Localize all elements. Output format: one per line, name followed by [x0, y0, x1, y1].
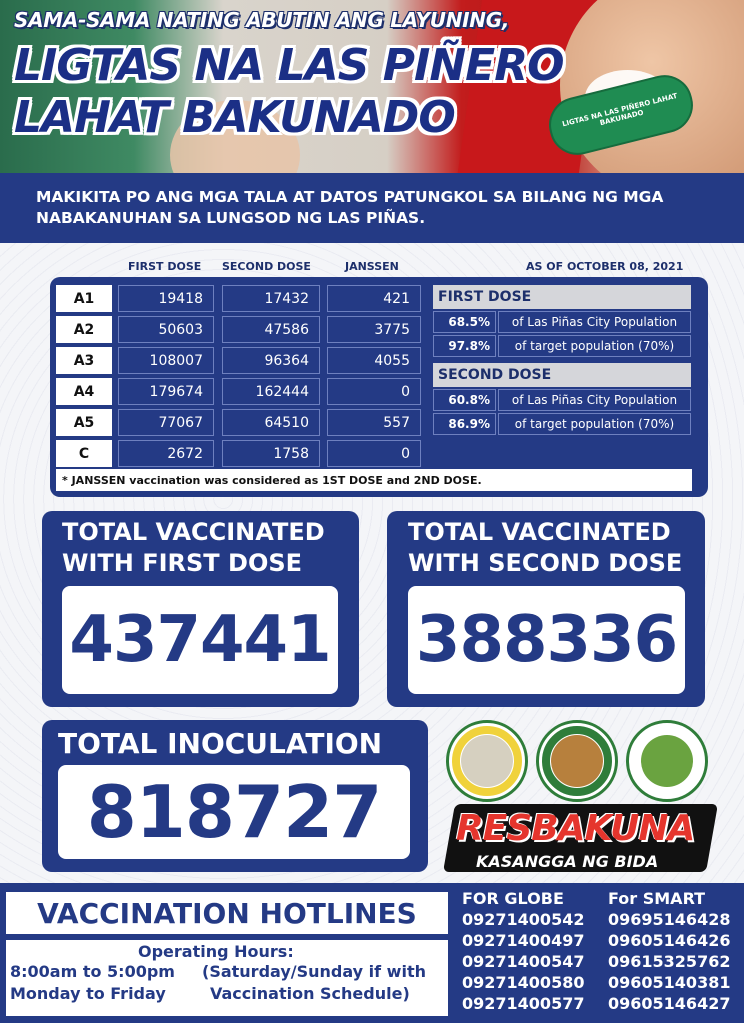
total-second-title-1: TOTAL VACCINATED — [408, 518, 671, 546]
janssen-note: * JANSSEN vaccination was considered as 1ST DOSE and 2ND DOSE. — [56, 469, 692, 491]
first-dose-city-label: of Las Piñas City Population — [498, 311, 691, 333]
second-dose-cell: 64510 — [222, 409, 320, 436]
row-label: A3 — [56, 347, 112, 374]
resbakuna-tagline: KASANGGA NG BIDA — [476, 852, 659, 871]
first-dose-cell: 19418 — [118, 285, 214, 312]
row-label: A2 — [56, 316, 112, 343]
smart-phone[interactable]: 09605146426 — [608, 931, 731, 950]
row-label: A4 — [56, 378, 112, 405]
second-dose-city-label: of Las Piñas City Population — [498, 389, 691, 411]
intro-bar — [0, 173, 744, 243]
globe-phone[interactable]: 09271400580 — [462, 973, 585, 992]
janssen-cell: 3775 — [327, 316, 421, 343]
hours-note-2: Vaccination Schedule) — [210, 984, 410, 1003]
hotlines-title: VACCINATION HOTLINES — [6, 892, 448, 934]
smart-phone[interactable]: 09695146428 — [608, 910, 731, 929]
las-pinas-city-seal-icon — [536, 720, 618, 802]
bandaid-text: LIGTAS NA LAS PIÑERO LAHAT BAKUNADO — [561, 92, 679, 129]
second-dose-cell: 47586 — [222, 316, 320, 343]
second-dose-city-pct: 60.8% — [433, 389, 496, 411]
total-inoculation-value: 818727 — [58, 765, 410, 859]
smart-label: For SMART — [608, 889, 706, 908]
globe-label: FOR GLOBE — [462, 889, 564, 908]
first-dose-target-label: of target population (70%) — [498, 335, 691, 357]
hours-time: 8:00am to 5:00pm — [10, 962, 175, 981]
hours-note-1: (Saturday/Sunday if with — [202, 962, 426, 981]
hero-headline-1: LIGTAS NA LAS PIÑERO — [14, 40, 564, 91]
first-dose-cell: 179674 — [118, 378, 214, 405]
first-dose-cell: 77067 — [118, 409, 214, 436]
hero-banner — [0, 0, 744, 173]
first-dose-cell: 2672 — [118, 440, 214, 467]
hero-tagline: SAMA-SAMA NATING ABUTIN ANG LAYUNING, — [14, 8, 510, 32]
smart-phone[interactable]: 09605146427 — [608, 994, 731, 1013]
row-label: A5 — [56, 409, 112, 436]
first-dose-city-pct: 68.5% — [433, 311, 496, 333]
second-dose-cell: 96364 — [222, 347, 320, 374]
second-dose-coverage-title: SECOND DOSE — [433, 363, 691, 387]
doh-seal-icon — [446, 720, 528, 802]
col-header-first: FIRST DOSE — [128, 260, 202, 273]
total-first-title-2: WITH FIRST DOSE — [62, 549, 303, 577]
globe-phone[interactable]: 09271400542 — [462, 910, 585, 929]
total-first-title-1: TOTAL VACCINATED — [62, 518, 325, 546]
total-second-value: 388336 — [408, 586, 685, 694]
hours-days: Monday to Friday — [10, 984, 166, 1003]
janssen-cell: 557 — [327, 409, 421, 436]
row-label: C — [56, 440, 112, 467]
hero-headline-2: LAHAT BAKUNADO — [14, 92, 455, 143]
first-dose-coverage-title: FIRST DOSE — [433, 285, 691, 309]
resbakuna-logo: RESBAKUNA — [456, 808, 695, 849]
janssen-cell: 0 — [327, 378, 421, 405]
janssen-cell: 0 — [327, 440, 421, 467]
operating-hours — [6, 940, 448, 1016]
total-first-value: 437441 — [62, 586, 338, 694]
as-of-date: AS OF OCTOBER 08, 2021 — [526, 260, 684, 273]
globe-phone[interactable]: 09271400547 — [462, 952, 585, 971]
second-dose-target-label: of target population (70%) — [498, 413, 691, 435]
smart-phone[interactable]: 09605140381 — [608, 973, 731, 992]
first-dose-cell: 50603 — [118, 316, 214, 343]
row-label: A1 — [56, 285, 112, 312]
globe-phone[interactable]: 09271400497 — [462, 931, 585, 950]
globe-phone[interactable]: 09271400577 — [462, 994, 585, 1013]
total-second-title-2: WITH SECOND DOSE — [408, 549, 683, 577]
intro-text: MAKIKITA PO ANG MGA TALA AT DATOS PATUNGKOL SA BILANG NG MGA NABAKANUHAN SA LUNGSOD NG LAS PIÑAS. — [36, 188, 664, 227]
smart-phone[interactable]: 09615325762 — [608, 952, 731, 971]
total-inoculation-title: TOTAL INOCULATION — [58, 727, 383, 760]
janssen-cell: 421 — [327, 285, 421, 312]
hours-title: Operating Hours: — [138, 942, 294, 961]
janssen-cell: 4055 — [327, 347, 421, 374]
first-dose-target-pct: 97.8% — [433, 335, 496, 357]
second-dose-cell: 17432 — [222, 285, 320, 312]
second-dose-cell: 1758 — [222, 440, 320, 467]
col-header-janssen: JANSSEN — [345, 260, 399, 273]
second-dose-cell: 162444 — [222, 378, 320, 405]
first-dose-cell: 108007 — [118, 347, 214, 374]
col-header-second: SECOND DOSE — [222, 260, 311, 273]
city-health-office-seal-icon — [626, 720, 708, 802]
second-dose-target-pct: 86.9% — [433, 413, 496, 435]
